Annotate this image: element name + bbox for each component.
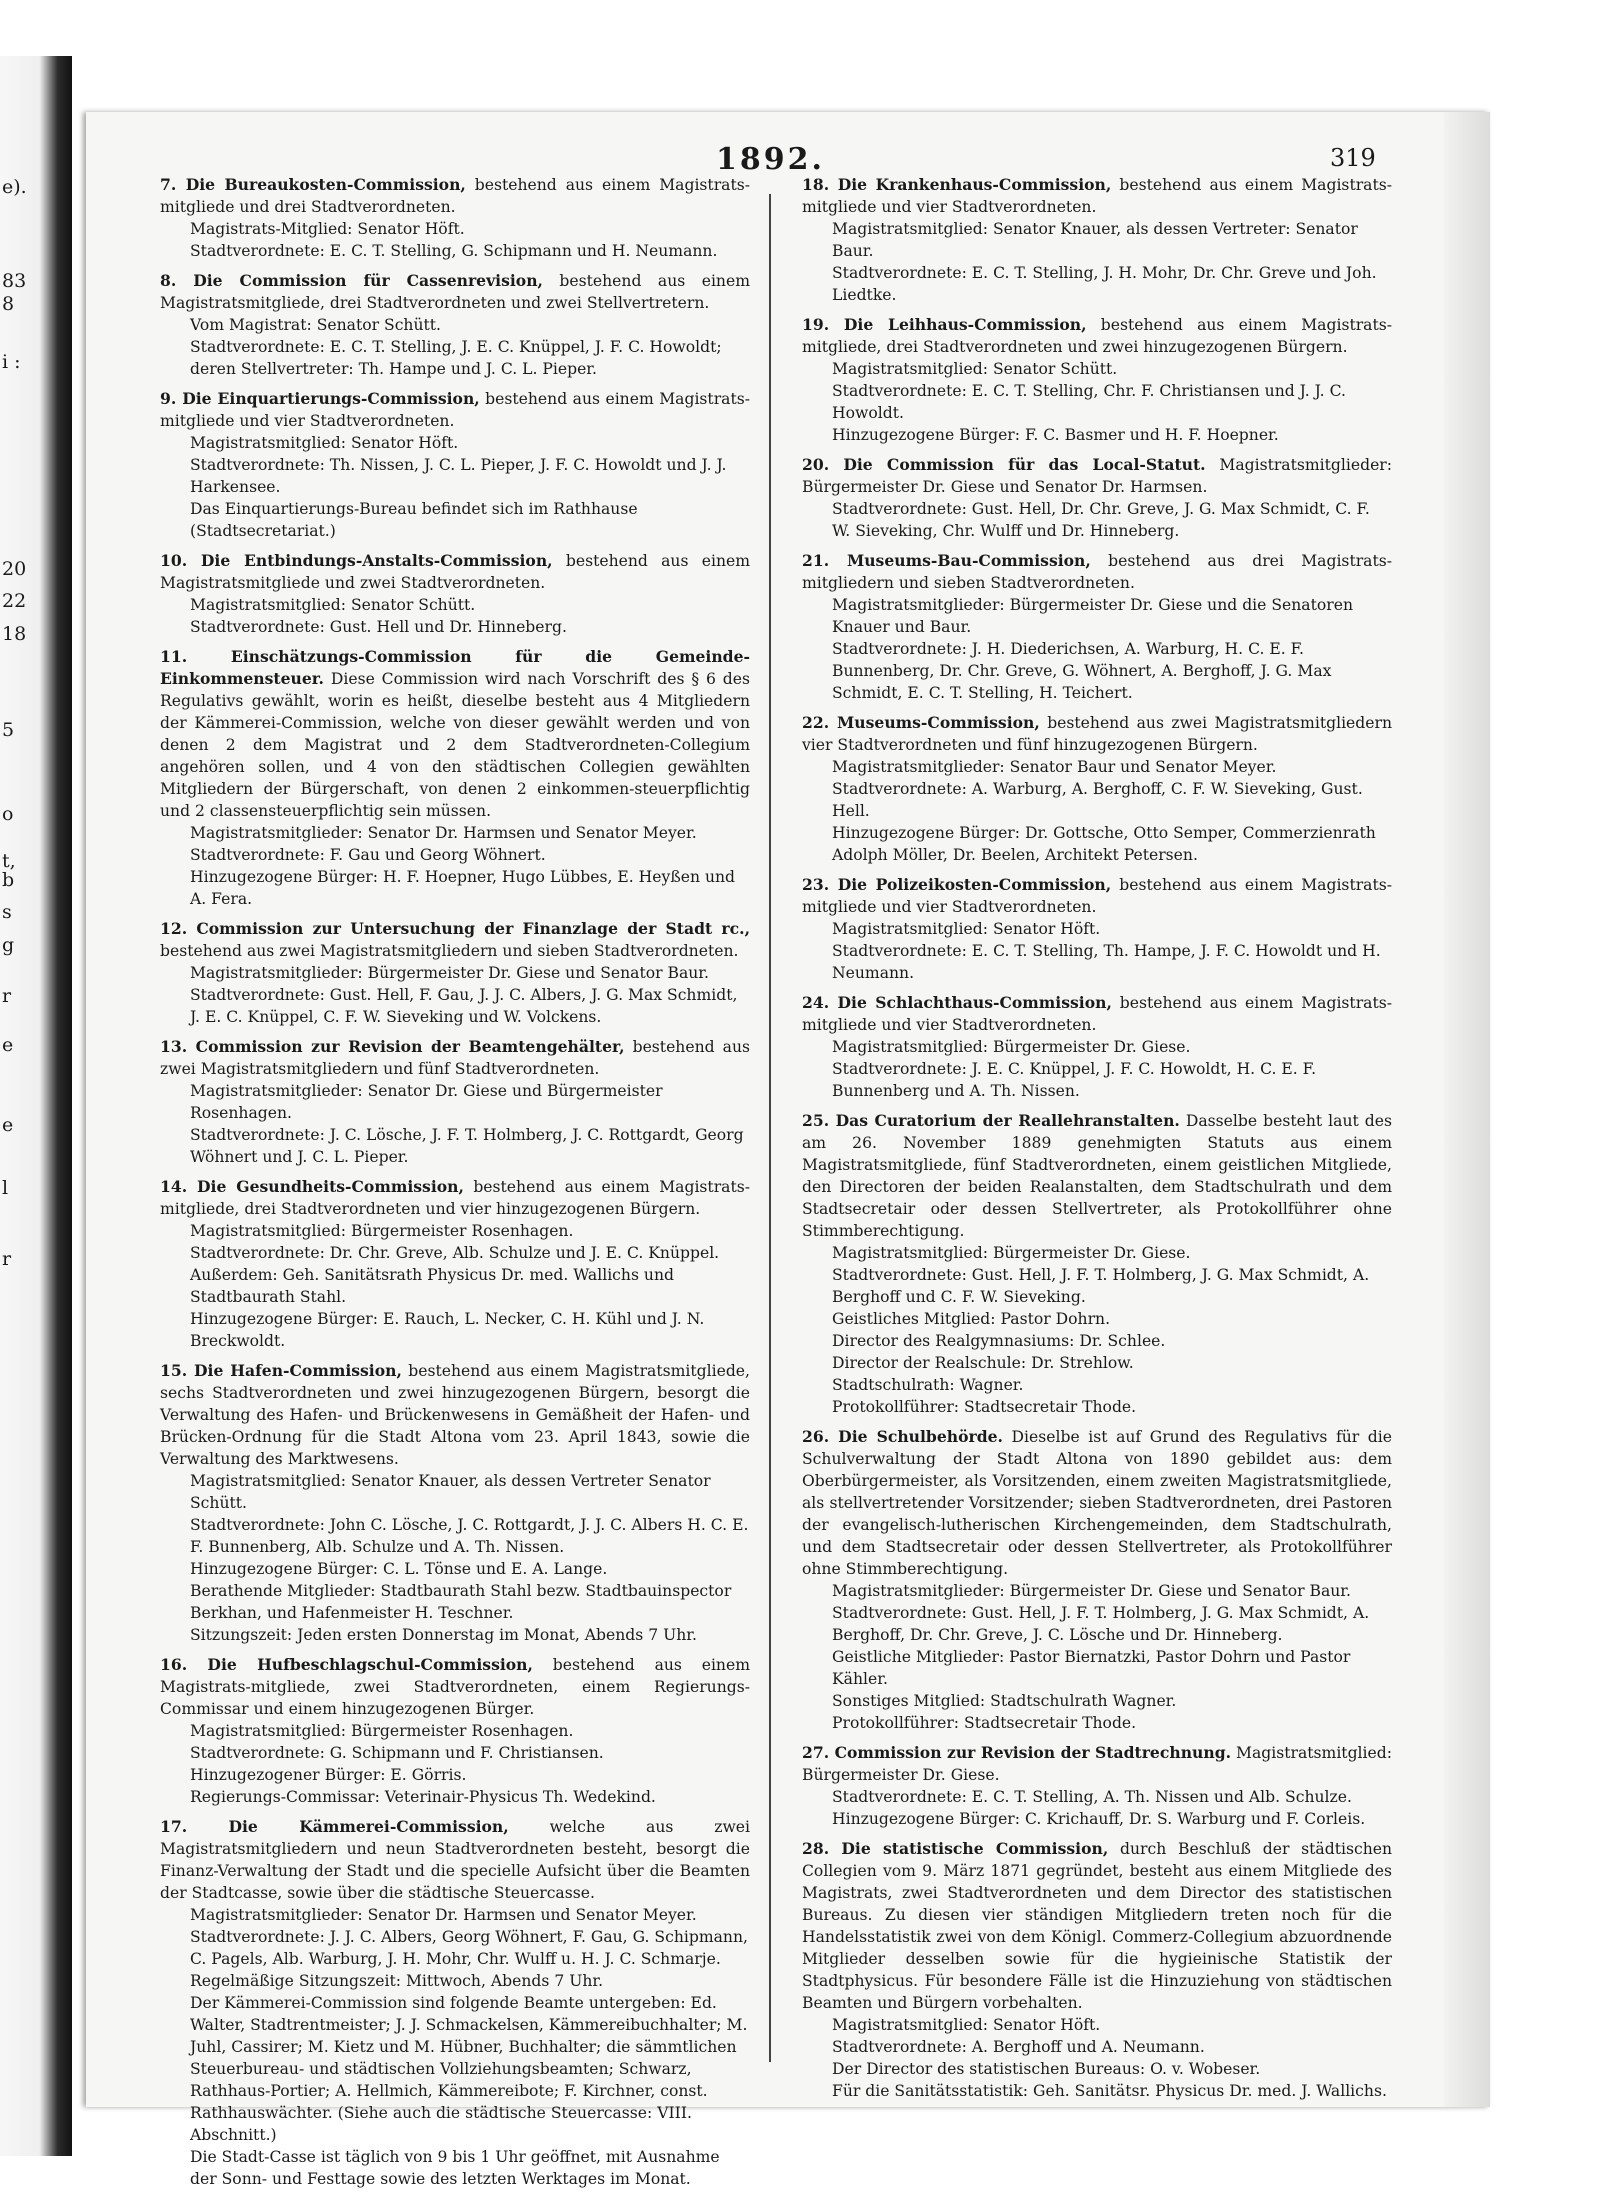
entry-text: Magistratsmitglied: Senator Höft.: [832, 920, 1101, 938]
entry-text: Stadtverordnete: E. C. T. Stelling, A. Th. Nissen und Alb. Schulze.: [832, 1788, 1352, 1806]
entry-text: Magistrats-Mitglied: Senator Höft.: [190, 220, 465, 238]
entry-text: Stadtverordnete: G. Schipmann und F. Christiansen.: [190, 1744, 604, 1762]
entry-number: 21.: [802, 551, 847, 570]
entry-number: 11.: [160, 647, 231, 666]
entry-text: Stadtschulrath: Wagner.: [832, 1376, 1024, 1394]
entry-text: Stadtverordnete: E. C. T. Stelling, J. H. Mohr, Dr. Chr. Greve und Joh. Liedtke.: [832, 264, 1377, 304]
entry-text: bestehend aus einem Magistrats-mitgliede, drei Stadtverordneten und vier hinzugezogenen Bürgern.: [160, 1178, 750, 1218]
entry-title: Die Commission für das Local-Statut.: [843, 455, 1206, 474]
entry-text: Berathende Mitglieder: Stadtbaurath Stahl bezw. Stadtbauinspector Berkhan, und Hafenmeister H. Teschner.: [190, 1582, 732, 1622]
prev-page-fragment: 18: [2, 623, 27, 645]
entry-heading-line: [160, 270, 750, 314]
page-number: 319: [1330, 144, 1376, 172]
entry-number: 23.: [802, 875, 838, 894]
prev-page-fragment: e: [2, 1034, 14, 1056]
entry-text: Die Stadt-Casse ist täglich von 9 bis 1 Uhr geöffnet, mit Ausnahme der Sonn- und Festtage sowie des letzten Werktages im Monat.: [190, 2148, 720, 2188]
prev-page-fragment: 8: [2, 293, 15, 315]
entry-text: Stadtverordnete: Gust. Hell, Dr. Chr. Greve, J. G. Max Schmidt, C. F. W. Sieveking, Chr. Wulff und Dr. Hinneberg.: [832, 500, 1370, 540]
entry-title: Commission zur Untersuchung der Finanzlage der Stadt rc.,: [196, 919, 750, 938]
entry-text: Stadtverordnete: J. C. Lösche, J. F. T. Holmberg, J. C. Rottgardt, Georg Wöhnert und J. C. L. Pieper.: [190, 1126, 744, 1166]
commission-entry: [802, 712, 1392, 866]
entry-number: 20.: [802, 455, 844, 474]
commission-entry: [160, 1360, 750, 1646]
entry-text: Stadtverordnete: Dr. Chr. Greve, Alb. Schulze und J. E. C. Knüppel.: [190, 1244, 720, 1262]
commission-entry: [802, 1742, 1392, 1830]
prev-page-fragment: 20: [2, 558, 27, 580]
commission-entry: [802, 874, 1392, 984]
commission-entry: [160, 550, 750, 638]
entry-text: bestehend aus einem Magistratsmitgliede, drei Stadtverordneten und zwei Stellvertretern.: [160, 272, 750, 312]
page-year: 1892.: [716, 142, 825, 177]
entry-title: Die statistische Commission,: [841, 1839, 1109, 1858]
entry-text: Magistratsmitglieder: Bürgermeister Dr. Giese und die Senatoren Knauer und Baur.: [832, 596, 1353, 636]
entry-text: Der Director des statistischen Bureaus: O. v. Wobeser.: [832, 2060, 1261, 2078]
entry-heading-line: [802, 1110, 1392, 1242]
entry-heading-line: [802, 1426, 1392, 1580]
entry-heading-line: [160, 1036, 750, 1080]
prev-page-fragment: r: [2, 985, 12, 1007]
entry-heading-line: [802, 712, 1392, 756]
entry-heading-line: [802, 174, 1392, 218]
entry-text: Der Kämmerei-Commission sind folgende Beamte untergeben: Ed. Walter, Stadtrentmeister; J. J. Schmackelsen, Kämmereibuchhalter; M. Juhl, Cassirer; M. Kietz und M. Hübner, Buchhalter; die sämmtlichen Steuerbureau- und städtischen Vollziehungsbeamten; Schwarz, Rathhaus-Portier; A. Hellmich, Kämmereibote; F. Kirchner, const. Rathhauswächter. (Siehe auch die städtische Steuercasse: VIII. Abschnitt.): [190, 1994, 748, 2144]
entry-text: Geistliche Mitglieder: Pastor Biernatzki, Pastor Dohrn und Pastor Kähler.: [832, 1648, 1351, 1688]
entry-title: Die Polizeikosten-Commission,: [837, 875, 1112, 894]
entry-text: Sonstiges Mitglied: Stadtschulrath Wagner.: [832, 1692, 1177, 1710]
entry-text: Dasselbe besteht laut des am 26. November 1889 genehmigten Statuts aus einem Magistratsmitgliede, fünf Stadtverordneten, einem geistlichen Mitgliede, den Directoren der beiden Realanstalten, dem Stadtschulrath und dem Stadtsecretair oder dessen Stellvertreter, als Protokollführer ohne Stimmberechtigung.: [802, 1112, 1392, 1240]
entry-text: Für die Sanitätsstatistik: Geh. Sanitätsr. Physicus Dr. med. J. Wallichs.: [832, 2082, 1387, 2100]
entry-text: bestehend aus einem Magistrats-mitgliede und drei Stadtverordneten.: [160, 176, 750, 216]
entry-title: Die Hafen-Commission,: [194, 1361, 402, 1380]
column-divider: [769, 194, 771, 2062]
entry-title: Die Einquartierungs-Commission,: [182, 389, 480, 408]
entry-text: Magistratsmitglieder: Bürgermeister Dr. Giese und Senator Baur.: [190, 964, 710, 982]
entry-text: bestehend aus drei Magistrats-mitgliedern und sieben Stadtverordneten.: [802, 552, 1392, 592]
entry-text: Hinzugezogene Bürger: C. L. Tönse und E. A. Lange.: [190, 1560, 608, 1578]
prev-page-fragment: l: [2, 1177, 9, 1199]
scanned-page: [86, 112, 1490, 2188]
entry-text: Das Einquartierungs-Bureau befindet sich im Rathhause (Stadtsecretariat.): [190, 500, 638, 540]
entry-title: Die Krankenhaus-Commission,: [837, 175, 1112, 194]
entry-text: welche aus zwei Magistratsmitgliedern und neun Stadtverordneten besteht, besorgt die Finanz-Verwaltung der Stadt und die specielle Aufsicht über die Beamten der Stadtcasse, sowie über die städtische Steuercasse.: [160, 1818, 751, 1902]
entry-text: Hinzugezogener Bürger: E. Görris.: [190, 1766, 467, 1784]
entry-number: 8.: [160, 271, 194, 290]
prev-page-fragment: r: [2, 1248, 12, 1270]
entry-text: Magistratsmitglieder: Bürgermeister Dr. Giese und Senator Dr. Harmsen.: [802, 456, 1393, 496]
entry-text: bestehend aus einem Magistratsmitgliede, sechs Stadtverordneten und zwei hinzugezogenen Bürgern, besorgt die Verwaltung des Hafen- und Brückenwesens in Gemäßheit der Hafen- und Brücken-Ordnung für die Stadt Altona vom 23. April 1843, sowie die Verwaltung des Marktwesens.: [160, 1362, 750, 1468]
entry-text: Magistratsmitglieder: Senator Dr. Giese und Bürgermeister Rosenhagen.: [190, 1082, 663, 1122]
entry-text: bestehend aus zwei Magistratsmitgliedern vier Stadtverordneten und fünf hinzugezogenen Bürgern.: [802, 714, 1392, 754]
entry-text: bestehend aus einem Magistrats-mitgliede, zwei Stadtverordneten, einem Regierungs-Commissar und einem hinzugezogenen Bürger.: [160, 1656, 750, 1718]
entry-title: Die Kämmerei-Commission,: [228, 1817, 509, 1836]
entry-number: 9.: [160, 389, 183, 408]
commission-entry: [802, 550, 1392, 704]
entry-heading-line: [802, 314, 1392, 358]
entry-heading-line: [160, 1176, 750, 1220]
entry-text: bestehend aus zwei Magistratsmitgliedern und fünf Stadtverordneten.: [160, 1038, 751, 1078]
entry-title: Die Leihhaus-Commission,: [843, 315, 1087, 334]
entry-text: Hinzugezogene Bürger: F. C. Basmer und H. F. Hoepner.: [832, 426, 1279, 444]
entry-heading-line: [160, 388, 750, 432]
entry-number: 26.: [802, 1427, 839, 1446]
commission-entry: [160, 1816, 750, 2190]
entry-number: 15.: [160, 1361, 194, 1380]
entry-text: bestehend aus einem Magistrats-mitgliede und vier Stadtverordneten.: [802, 176, 1392, 216]
commission-entry: [802, 1838, 1392, 2102]
entry-text: Protokollführer: Stadtsecretair Thode.: [832, 1398, 1137, 1416]
entry-number: 12.: [160, 919, 197, 938]
entry-text: Diese Commission wird nach Vorschrift des § 6 des Regulativs gewählt, worin es heißt, dieselbe besteht aus 4 Mitgliedern der Kämmerei-Commission, welche von dieser gewählt werden und von denen 2 dem Magistrat und 2 dem Stadtverordneten-Collegium angehören sollen, und 4 von den städtischen Collegien gewählten Mitgliedern der Bürgerschaft, von denen 2 einkommen-steuerpflichtig und 2 classensteuerpflichtig sein müssen.: [160, 670, 750, 820]
commission-entry: [160, 174, 750, 262]
prev-page-fragment: e: [2, 1114, 14, 1136]
entry-heading-line: [160, 646, 750, 822]
entry-number: 17.: [160, 1817, 229, 1836]
entry-heading-line: [802, 992, 1392, 1036]
entry-text: Magistratsmitglied: Senator Knauer, als dessen Vertreter Senator Schütt.: [190, 1472, 711, 1512]
prev-page-fragment: 5: [2, 719, 15, 741]
entry-number: 24.: [802, 993, 838, 1012]
entry-text: bestehend aus einem Magistrats-mitgliede und vier Stadtverordneten.: [160, 390, 750, 430]
entry-number: 22.: [802, 713, 838, 732]
entry-text: Magistratsmitglieder: Senator Dr. Harmsen und Senator Meyer.: [190, 824, 697, 842]
entry-title: Commission zur Revision der Stadtrechnung.: [834, 1743, 1232, 1762]
entry-text: Stadtverordnete: J. E. C. Knüppel, J. F. C. Howoldt, H. C. E. F. Bunnenberg und A. Th. Nissen.: [832, 1060, 1317, 1100]
prev-page-fragment: i :: [2, 351, 21, 373]
prev-page-fragment: o: [2, 803, 14, 825]
commission-entry: [160, 270, 750, 380]
entry-number: 10.: [160, 551, 201, 570]
entry-text: bestehend aus einem Magistratsmitgliede und zwei Stadtverordneten.: [160, 552, 751, 592]
entry-text: Stadtverordnete: F. Gau und Georg Wöhnert.: [190, 846, 546, 864]
entry-text: Stadtverordnete: John C. Lösche, J. C. Rottgardt, J. J. C. Albers H. C. E. F. Bunnenberg, Alb. Schulze und A. Th. Nissen.: [190, 1516, 749, 1556]
commission-entry: [160, 1036, 750, 1168]
entry-title: Die Commission für Cassenrevision,: [193, 271, 543, 290]
entry-number: 19.: [802, 315, 844, 334]
entry-number: 18.: [802, 175, 838, 194]
entry-text: bestehend aus zwei Magistratsmitgliedern und sieben Stadtverordneten.: [160, 942, 739, 960]
commission-entry: [802, 1110, 1392, 1418]
entry-heading-line: [802, 550, 1392, 594]
entry-text: Protokollführer: Stadtsecretair Thode.: [832, 1714, 1137, 1732]
entry-text: Regierungs-Commissar: Veterinair-Physicus Th. Wedekind.: [190, 1788, 656, 1806]
prev-page-fragment: g: [2, 934, 15, 956]
commission-entry: [160, 918, 750, 1028]
entry-text: Magistratsmitglieder: Bürgermeister Dr. Giese und Senator Baur.: [832, 1582, 1352, 1600]
entry-title: Die Bureaukosten-Commission,: [185, 175, 466, 194]
entry-title: Die Gesundheits-Commission,: [197, 1177, 464, 1196]
entry-heading-line: [160, 550, 750, 594]
entry-title: Museums-Commission,: [837, 713, 1040, 732]
entry-number: 13.: [160, 1037, 196, 1056]
prev-page-fragment: 22: [2, 590, 27, 612]
entry-number: 14.: [160, 1177, 198, 1196]
entry-text: Stadtverordnete: Gust. Hell, J. F. T. Holmberg, J. G. Max Schmidt, A. Berghoff, Dr. Chr. Greve, J. C. Lösche und Dr. Hinneberg.: [832, 1604, 1370, 1644]
entry-text: Hinzugezogene Bürger: C. Krichauff, Dr. S. Warburg und F. Corleis.: [832, 1810, 1366, 1828]
entry-title: Die Hufbeschlagschul-Commission,: [207, 1655, 533, 1674]
entry-title: Einschätzungs-Commission für die Gemeinde-Einkommensteuer.: [160, 647, 750, 688]
entry-text: Magistratsmitglied: Senator Höft.: [832, 2016, 1101, 2034]
entry-heading-line: [160, 1816, 750, 1904]
entry-text: Magistratsmitglieder: Senator Baur und Senator Meyer.: [832, 758, 1277, 776]
entry-text: Director des Realgymnasiums: Dr. Schlee.: [832, 1332, 1166, 1350]
right-column: [802, 174, 1392, 2110]
entry-text: Stadtverordnete: J. J. C. Albers, Georg Wöhnert, F. Gau, G. Schipmann, C. Pagels, Alb. Warburg, J. H. Mohr, Chr. Wulff u. H. J. C. Schmarje.: [190, 1928, 748, 1968]
prev-page-fragment: e).: [2, 176, 27, 198]
page-edge-shadow: [1444, 112, 1490, 2107]
entry-heading-line: [802, 874, 1392, 918]
entry-title: Die Entbindungs-Anstalts-Commission,: [200, 551, 553, 570]
prev-page-fragment: 83: [2, 270, 27, 292]
entry-text: Magistratsmitglied: Senator Höft.: [190, 434, 459, 452]
entry-heading-line: [160, 174, 750, 218]
commission-entry: [160, 646, 750, 910]
entry-text: Magistratsmitglieder: Senator Dr. Harmsen und Senator Meyer.: [190, 1906, 697, 1924]
prev-page-fragment: b: [2, 869, 15, 891]
entry-text: Hinzugezogene Bürger: Dr. Gottsche, Otto Semper, Commerzienrath Adolph Möller, Dr. Beelen, Architekt Petersen.: [832, 824, 1376, 864]
entry-text: Regelmäßige Sitzungszeit: Mittwoch, Abends 7 Uhr.: [190, 1972, 604, 1990]
entry-text: Stadtverordnete: A. Warburg, A. Berghoff, C. F. W. Sieveking, Gust. Hell.: [832, 780, 1363, 820]
entry-title: Commission zur Revision der Beamtengehälter,: [195, 1037, 625, 1056]
commission-entry: [802, 174, 1392, 306]
entry-title: Die Schulbehörde.: [838, 1427, 1003, 1446]
entry-number: 25.: [802, 1111, 836, 1130]
entry-heading-line: [802, 1838, 1392, 2014]
commission-entry: [160, 1176, 750, 1352]
entry-text: Magistratsmitglied: Bürgermeister Dr. Giese.: [832, 1244, 1191, 1262]
entry-text: Stadtverordnete: Gust. Hell, F. Gau, J. J. C. Albers, J. G. Max Schmidt, J. E. C. Knüppel, C. F. W. Sieveking und W. Volckens.: [190, 986, 738, 1026]
entry-text: Außerdem: Geh. Sanitätsrath Physicus Dr. med. Wallichs und Stadtbaurath Stahl.: [190, 1266, 674, 1306]
entry-text: Magistratsmitglied: Bürgermeister Rosenhagen.: [190, 1222, 574, 1240]
commission-entry: [802, 1426, 1392, 1734]
prev-page-fragment: t,: [2, 850, 16, 872]
commission-entry: [802, 314, 1392, 446]
entry-text: Magistratsmitglied: Senator Schütt.: [190, 596, 476, 614]
entry-text: Director der Realschule: Dr. Strehlow.: [832, 1354, 1134, 1372]
entry-title: Die Schlachthaus-Commission,: [837, 993, 1112, 1012]
entry-text: Magistratsmitglied: Bürgermeister Dr. Giese.: [832, 1038, 1191, 1056]
entry-text: Stadtverordnete: E. C. T. Stelling, G. Schipmann und H. Neumann.: [190, 242, 718, 260]
entry-text: Stadtverordnete: J. H. Diederichsen, A. Warburg, H. C. E. F. Bunnenberg, Dr. Chr. Greve, G. Wöhnert, A. Berghoff, J. G. Max Schmidt, E. C. T. Stelling, H. Teichert.: [832, 640, 1332, 702]
entry-number: 28.: [802, 1839, 842, 1858]
entry-text: Hinzugezogene Bürger: E. Rauch, L. Necker, C. H. Kühl und J. N. Breckwoldt.: [190, 1310, 705, 1350]
entry-text: Vom Magistrat: Senator Schütt.: [190, 316, 441, 334]
entry-heading-line: [802, 1742, 1392, 1786]
entry-text: Hinzugezogene Bürger: H. F. Hoepner, Hugo Lübbes, E. Heyßen und A. Fera.: [190, 868, 736, 908]
entry-text: Magistratsmitglied: Bürgermeister Rosenhagen.: [190, 1722, 574, 1740]
entry-text: Stadtverordnete: E. C. T. Stelling, Th. Hampe, J. F. C. Howoldt und H. Neumann.: [832, 942, 1381, 982]
entry-text: Stadtverordnete: E. C. T. Stelling, Chr. F. Christiansen und J. J. C. Howoldt.: [832, 382, 1346, 422]
entry-text: Magistratsmitglied: Bürgermeister Dr. Giese.: [802, 1744, 1392, 1784]
entry-number: 16.: [160, 1655, 208, 1674]
entry-title: Das Curatorium der Reallehranstalten.: [835, 1111, 1180, 1130]
prev-page-fragment: s: [2, 901, 12, 923]
entry-text: bestehend aus einem Magistrats-mitgliede und vier Stadtverordneten.: [802, 994, 1392, 1034]
entry-heading-line: [160, 1654, 750, 1720]
left-column: [160, 174, 750, 2198]
entry-heading-line: [802, 454, 1392, 498]
commission-entry: [802, 454, 1392, 542]
entry-number: 27.: [802, 1743, 835, 1762]
entry-text: Geistliches Mitglied: Pastor Dohrn.: [832, 1310, 1111, 1328]
entry-text: Stadtverordnete: E. C. T. Stelling, J. E. C. Knüppel, J. F. C. Howoldt; deren Stellvertreter: Th. Hampe und J. C. L. Pieper.: [190, 338, 722, 378]
entry-heading-line: [160, 1360, 750, 1470]
entry-text: Dieselbe ist auf Grund des Regulativs für die Schulverwaltung der Stadt Altona von 1890 gebildet aus: dem Oberbürgermeister, als Vorsitzenden, einem zweiten Magistratsmitgliede, als stellvertretender Vorsitzender; sieben Stadtverordneten, drei Pastoren der evangelisch-lutherischen Kirchengemeinden, dem Stadtschulrath, und dem Stadtsecretair oder dessen Stellvertreter, als Protokollführer ohne Stimmberechtigung.: [802, 1428, 1393, 1578]
entry-text: Stadtverordnete: A. Berghoff und A. Neumann.: [832, 2038, 1205, 2056]
entry-text: Magistratsmitglied: Senator Schütt.: [832, 360, 1118, 378]
entry-text: bestehend aus einem Magistrats-mitgliede und vier Stadtverordneten.: [802, 876, 1392, 916]
entry-text: Stadtverordnete: Gust. Hell, J. F. T. Holmberg, J. G. Max Schmidt, A. Berghoff und C. F. W. Sieveking.: [832, 1266, 1370, 1306]
entry-text: bestehend aus einem Magistrats-mitgliede, drei Stadtverordneten und zwei hinzugezogenen Bürgern.: [802, 316, 1393, 356]
entry-heading-line: [160, 918, 750, 962]
entry-text: Sitzungszeit: Jeden ersten Donnerstag im Monat, Abends 7 Uhr.: [190, 1626, 697, 1644]
entry-text: durch Beschluß der städtischen Collegien vom 9. März 1871 gegründet, besteht aus einem Mitgliede des Magistrats, zwei Stadtverordneten und dem Director des statistischen Bureaus. Zu diesen vier ständigen Mitgliedern treten noch für die Handelsstatistik zwei von dem Königl. Commerz-Collegium abzuordnende Mitglieder desselben sowie für die hygieinische Statistik der Stadtphysicus. Für besondere Fälle ist die Hinzuziehung von städtischen Beamten und Bürgern vorbehalten.: [802, 1840, 1393, 2012]
entry-text: Magistratsmitglied: Senator Knauer, als dessen Vertreter: Senator Baur.: [832, 220, 1358, 260]
entry-text: Stadtverordnete: Gust. Hell und Dr. Hinneberg.: [190, 618, 567, 636]
commission-entry: [802, 992, 1392, 1102]
entry-title: Museums-Bau-Commission,: [846, 551, 1091, 570]
entry-text: Stadtverordnete: Th. Nissen, J. C. L. Pieper, J. F. C. Howoldt und J. J. Harkensee.: [190, 456, 727, 496]
entry-number: 7.: [160, 175, 186, 194]
commission-entry: [160, 1654, 750, 1808]
commission-entry: [160, 388, 750, 542]
